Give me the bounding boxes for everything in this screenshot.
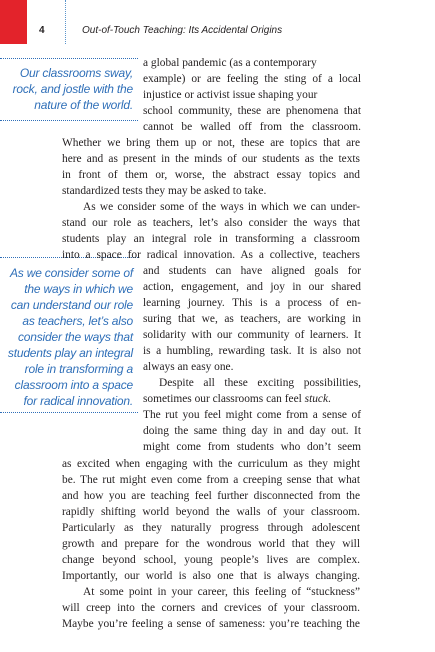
pullquote — [8, 265, 133, 409]
body-line: standardized tests they may be asked to take. — [62, 185, 267, 197]
pullquote-line: rock, and jostle with the — [12, 82, 133, 96]
body-line: and how you are teaching feel further disconnected from the — [62, 490, 360, 502]
body-line: change beyond school, young people’s lives are complex. — [62, 554, 360, 566]
body-line: stand our role as teachers, let’s also consider the ways that — [62, 217, 360, 229]
body-line: is a humbling, rewarding task. It is also not — [143, 345, 361, 357]
body-line: solidarity with our community of learners. It — [143, 329, 361, 341]
body-line: sometimes our classrooms can feel stuck. — [143, 393, 331, 405]
body-line: might come from students who don’t seem — [143, 441, 361, 453]
emphasis: stuck — [304, 393, 329, 405]
pullquote — [13, 65, 133, 113]
body-line: be. The rut might even come from a creeping sense that what — [62, 474, 360, 486]
pullquote-line: As we consider some of — [10, 266, 133, 280]
body-line: cannot be walled off from the classroom. — [143, 121, 361, 133]
pullquote-line: consider the ways that — [18, 330, 133, 344]
body-line: Particularly as they naturally progress through adolescent — [62, 522, 360, 534]
body-line: doing the same thing day in and day out. It — [143, 425, 361, 437]
body-line: rapidly shifting world beyond the walls of your classroom. — [62, 506, 360, 518]
body-line: At some point in your career, this feeling of “stuckness” — [83, 586, 360, 598]
page-number: 4 — [39, 25, 45, 36]
body-line: always an easy one. — [143, 361, 234, 373]
body-line: here and as present in the minds of our students as the texts — [62, 153, 360, 165]
body-line: learning journey. This is a process of en- — [143, 297, 361, 309]
body-line: Whether we bring them up or not, these are topics that are — [62, 137, 360, 149]
page-color-tab — [0, 0, 27, 44]
body-line: example) or are feeling the sting of a local — [143, 73, 361, 85]
body-line: action, engagement, and joy in our shared — [143, 281, 361, 293]
body-line: students play an integral role in transforming a classroom — [62, 233, 360, 245]
body-line: in front of them or, worse, the abstract essay topics and — [62, 169, 360, 181]
body-line: school community, these are phenomena that — [143, 105, 361, 117]
pullquote-line: students play an integral — [7, 346, 133, 360]
body-line: a global pandemic (as a contemporary — [143, 57, 317, 69]
running-title: Out-of-Touch Teaching: Its Accidental Origins — [82, 25, 283, 36]
pullquote-top-rule — [0, 58, 138, 59]
pullquote-line: as teachers, let’s also — [22, 314, 133, 328]
pullquote-line: nature of the world. — [34, 98, 133, 112]
body-line: will creep into the corners and crevices of your classroom. — [62, 602, 360, 614]
body-line: and students can have aligned goals for — [143, 265, 361, 277]
body-line: Maybe you’re feeling a sense of sameness: you’re teaching the — [62, 618, 360, 630]
body-line: As we consider some of the ways in which we can under- — [83, 201, 360, 213]
body-line: into a space for radical innovation. As a collective, teachers — [62, 249, 360, 261]
pullquote-bottom-rule — [0, 120, 138, 121]
pullquote-line: Our classrooms sway, — [19, 66, 133, 80]
body-line: growth and prepare for the wondrous world that they will — [62, 538, 360, 550]
pullquote-bottom-rule — [0, 412, 138, 413]
body-line: as excited when engaging with the curriculum as they might — [62, 458, 360, 470]
header-divider — [65, 0, 66, 44]
body-line: The rut you feel might come from a sense of — [143, 409, 361, 421]
pullquote-line: for radical innovation. — [23, 394, 133, 408]
pullquote-line: can understand our role — [10, 298, 133, 312]
body-line: Importantly, our world is also one that is always changing. — [62, 570, 360, 582]
pullquote-line: role in transforming a — [24, 362, 133, 376]
body-line: injustice or activist issue shaping your — [143, 89, 318, 101]
pullquote-line: classroom into a space — [14, 378, 133, 392]
pullquote-line: the ways in which we — [24, 282, 133, 296]
body-line: Despite all these exciting possibilities, — [159, 377, 361, 389]
body-line: suring that we, as teachers, are working in — [143, 313, 361, 325]
